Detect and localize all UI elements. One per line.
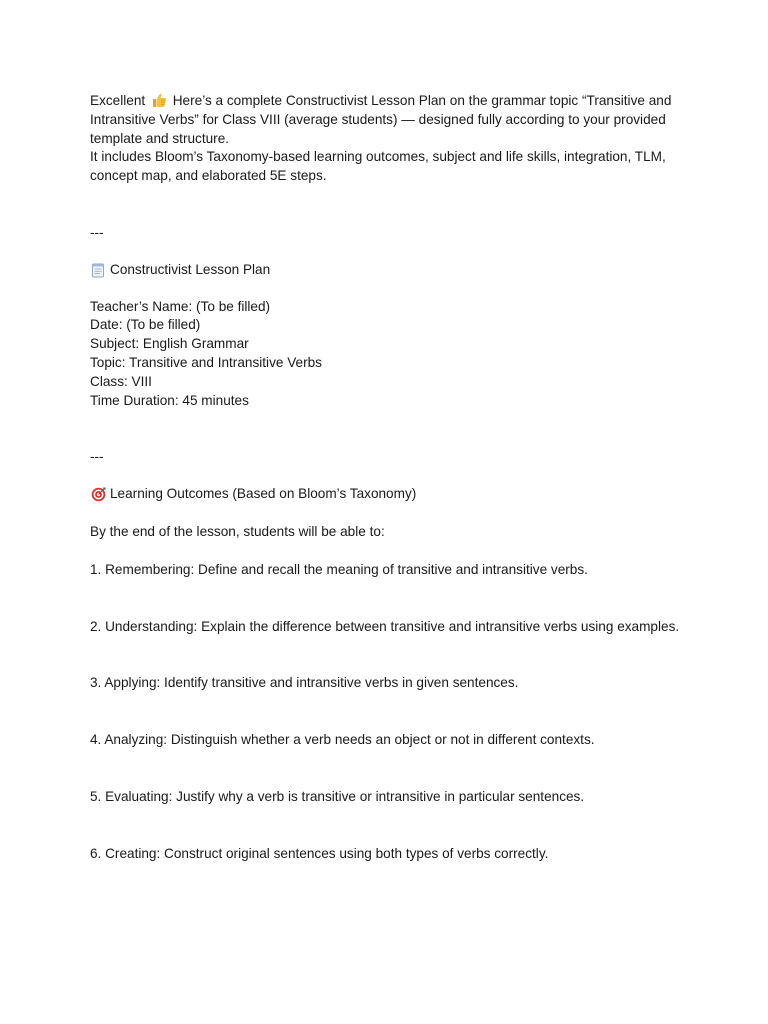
separator: --- — [90, 224, 104, 240]
notepad-icon — [90, 262, 106, 278]
document-body — [90, 92, 690, 864]
lesson-plan-heading-text: Constructivist Lesson Plan — [110, 261, 271, 277]
intro-line-2: It includes Bloom’s Taxonomy-based learning outcomes, subject and life skills, integration, TLM, concept map, and elaborated 5E steps. — [90, 149, 666, 184]
detail-subject: Subject: English Grammar — [90, 336, 249, 352]
learning-outcomes-heading — [90, 485, 690, 504]
outcome-item: 1. Remembering: Define and recall the meaning of transitive and intransitive verbs. — [90, 561, 588, 577]
thumbs-up-icon — [151, 92, 167, 108]
intro-text-start: Excellent — [90, 93, 146, 108]
lesson-plan-heading — [90, 261, 690, 280]
intro-paragraph — [90, 92, 690, 148]
learning-outcomes-intro: By the end of the lesson, students will be able to: — [90, 523, 385, 539]
target-icon — [90, 487, 106, 503]
detail-time-duration: Time Duration: 45 minutes — [90, 392, 249, 408]
intro-text-rest: Here’s a complete Constructivist Lesson Plan on the grammar topic “Transitive and Intransitive Verbs” for Class VIII (average students) — designed fully according to your provided template and structure. — [90, 93, 672, 146]
learning-outcomes-heading-text: Learning Outcomes (Based on Bloom’s Taxonomy) — [110, 486, 417, 502]
detail-date: Date: (To be filled) — [90, 317, 201, 333]
outcome-item: 3. Applying: Identify transitive and intransitive verbs in given sentences. — [90, 675, 519, 691]
outcome-item: 4. Analyzing: Distinguish whether a verb needs an object or not in different contexts. — [90, 732, 595, 748]
outcome-item: 2. Understanding: Explain the difference between transitive and intransitive verbs using examples. — [90, 618, 680, 634]
outcome-item: 5. Evaluating: Justify why a verb is transitive or intransitive in particular sentences. — [90, 788, 585, 804]
detail-teacher-name: Teacher’s Name: (To be filled) — [90, 298, 271, 314]
outcome-item: 6. Creating: Construct original sentences using both types of verbs correctly. — [90, 845, 549, 861]
detail-topic: Topic: Transitive and Intransitive Verbs — [90, 354, 322, 370]
detail-class: Class: VIII — [90, 373, 152, 389]
separator: --- — [90, 449, 104, 465]
